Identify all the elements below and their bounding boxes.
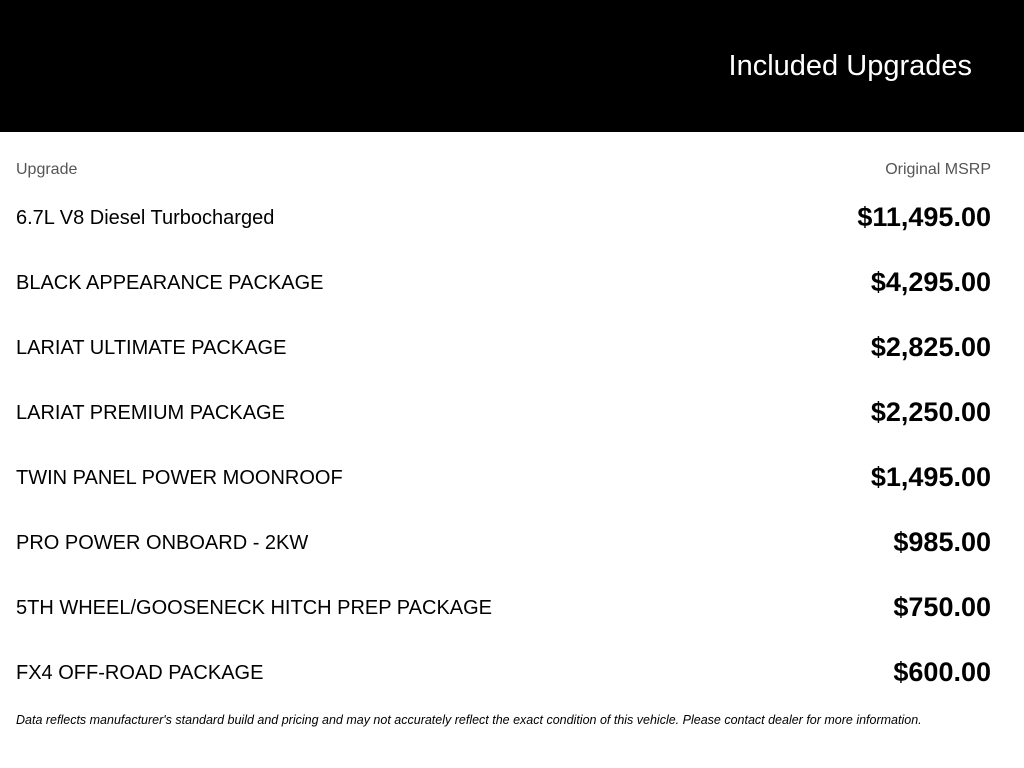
upgrade-price: $2,825.00 bbox=[870, 332, 991, 362]
column-header-msrp: Original MSRP bbox=[885, 161, 991, 178]
upgrade-row bbox=[0, 445, 1024, 510]
upgrades-list bbox=[0, 185, 1024, 705]
upgrade-row bbox=[0, 640, 1024, 705]
page-title: Included Upgrades bbox=[728, 50, 972, 82]
upgrade-row bbox=[0, 250, 1024, 315]
upgrade-row bbox=[0, 185, 1024, 250]
upgrade-row bbox=[0, 575, 1024, 640]
upgrade-name: FX4 OFF-ROAD PACKAGE bbox=[16, 662, 264, 684]
upgrade-price: $750.00 bbox=[893, 592, 991, 622]
upgrade-name: 6.7L V8 Diesel Turbocharged bbox=[16, 207, 275, 229]
upgrade-name: TWIN PANEL POWER MOONROOF bbox=[16, 467, 343, 489]
upgrade-name: PRO POWER ONBOARD - 2KW bbox=[16, 532, 309, 554]
upgrade-price: $4,295.00 bbox=[870, 267, 991, 297]
upgrade-name: LARIAT PREMIUM PACKAGE bbox=[16, 402, 285, 424]
upgrade-name: BLACK APPEARANCE PACKAGE bbox=[16, 272, 324, 294]
header-banner bbox=[0, 0, 1024, 132]
upgrade-price: $11,495.00 bbox=[857, 202, 991, 232]
disclaimer-text: Data reflects manufacturer's standard build and pricing and may not accurately reflect the exact condition of this vehicle. Please contact dealer for more information. bbox=[16, 713, 922, 727]
upgrade-name: LARIAT ULTIMATE PACKAGE bbox=[16, 337, 287, 359]
upgrade-row bbox=[0, 510, 1024, 575]
column-header-upgrade: Upgrade bbox=[16, 161, 78, 178]
upgrade-name: 5TH WHEEL/GOOSENECK HITCH PREP PACKAGE bbox=[16, 597, 493, 619]
upgrade-price: $985.00 bbox=[893, 527, 991, 557]
upgrade-row bbox=[0, 380, 1024, 445]
upgrade-row bbox=[0, 315, 1024, 380]
upgrade-price: $600.00 bbox=[893, 657, 991, 687]
upgrade-price: $2,250.00 bbox=[870, 397, 991, 427]
upgrade-price: $1,495.00 bbox=[870, 462, 991, 492]
